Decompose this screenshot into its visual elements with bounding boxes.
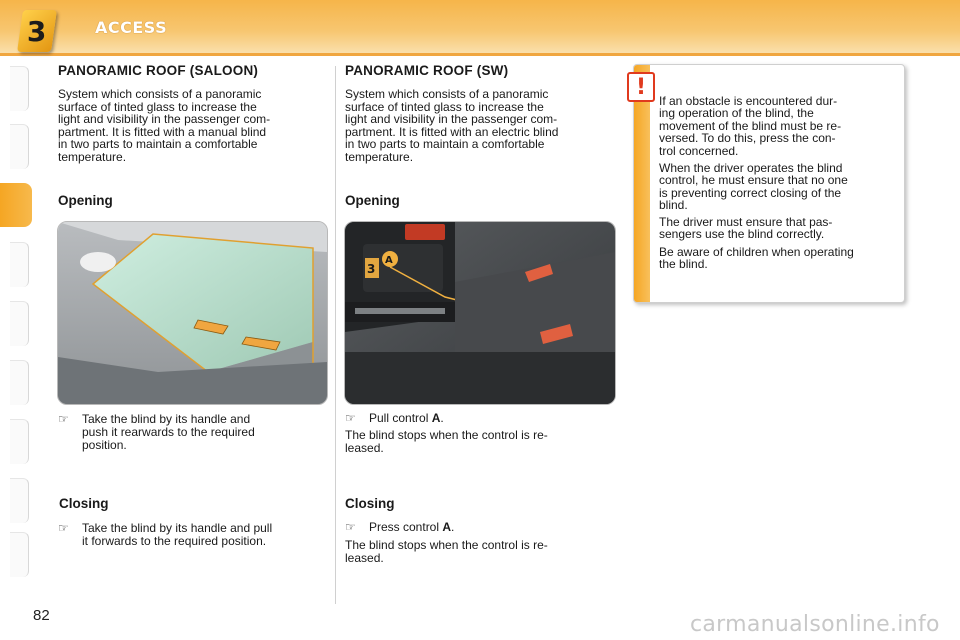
- chapter-tab[interactable]: [10, 532, 29, 577]
- sw-control-illustration: [345, 222, 615, 404]
- chapter-tab[interactable]: [10, 478, 29, 523]
- saloon-opening-step: ☞ Take the blind by its handle and push it rearwards to the required position.: [58, 412, 255, 452]
- pointing-hand-icon: ☞: [345, 411, 356, 425]
- sw-opening-heading: Opening: [345, 193, 400, 208]
- pointing-hand-icon: ☞: [345, 520, 356, 534]
- sw-description: System which consists of a panoramic surface of tinted glass to increase the light and visibility in the passenger com- partment. It is fitted with an electric blind in two parts to maintain a comfortable temperature.: [345, 87, 559, 164]
- watermark: carmanualsonline.info: [690, 612, 940, 637]
- chapter-tab[interactable]: [10, 360, 29, 405]
- pointing-hand-icon: ☞: [58, 521, 69, 535]
- chapter-tab[interactable]: [10, 124, 29, 169]
- sw-control-photo: [344, 221, 616, 405]
- header-rule: [0, 53, 960, 56]
- warning-icon: !: [627, 72, 655, 102]
- column-divider: [335, 66, 336, 604]
- saloon-closing-heading: Closing: [59, 496, 109, 511]
- saloon-roof-illustration: [58, 222, 327, 404]
- pointing-hand-icon: ☞: [58, 412, 69, 426]
- chapter-tab[interactable]: [10, 301, 29, 346]
- photo-badge-3: 3: [367, 262, 376, 276]
- warning-paragraph-2: When the driver operates the blind control, he must ensure that no one is preventing correct closing of the blind.: [659, 161, 848, 213]
- sw-opening-step: ☞ Pull control A.: [345, 411, 444, 425]
- sw-closing-note: The blind stops when the control is re- leased.: [345, 538, 548, 565]
- saloon-description: System which consists of a panoramic surface of tinted glass to increase the light and visibility in the passenger com- partment. It is fitted with a manual blind in two parts to maintain a comfortable temperature.: [58, 87, 271, 164]
- saloon-heading: PANORAMIC ROOF (SALOON): [58, 63, 259, 78]
- chapter-tab[interactable]: [10, 419, 29, 464]
- sw-closing-heading: Closing: [345, 496, 395, 511]
- chapter-badge: [17, 10, 57, 52]
- warning-paragraph-4: Be aware of children when operating the blind.: [659, 245, 854, 272]
- sw-closing-step: ☞ Press control A.: [345, 520, 455, 534]
- saloon-opening-heading: Opening: [58, 193, 113, 208]
- sw-opening-note: The blind stops when the control is re- leased.: [345, 428, 548, 455]
- warning-paragraph-1: If an obstacle is encountered dur- ing operation of the blind, the movement of the blind must be re- versed. To do this, press the con- trol concerned.: [659, 94, 842, 158]
- chapter-tabs: [0, 66, 30, 576]
- chapter-number: 3: [27, 14, 47, 48]
- saloon-closing-step: ☞ Take the blind by its handle and pull it forwards to the required position.: [58, 521, 273, 548]
- section-title: ACCESS: [95, 18, 168, 37]
- photo-callout-a: A: [385, 255, 393, 266]
- chapter-tab[interactable]: [10, 66, 29, 111]
- page-number: 82: [33, 607, 50, 624]
- warning-paragraph-3: The driver must ensure that pas- sengers use the blind correctly.: [659, 215, 833, 242]
- chapter-tab-active[interactable]: [0, 183, 32, 227]
- chapter-tab[interactable]: [10, 242, 29, 287]
- sw-heading: PANORAMIC ROOF (SW): [345, 63, 509, 78]
- saloon-roof-photo: [57, 221, 328, 405]
